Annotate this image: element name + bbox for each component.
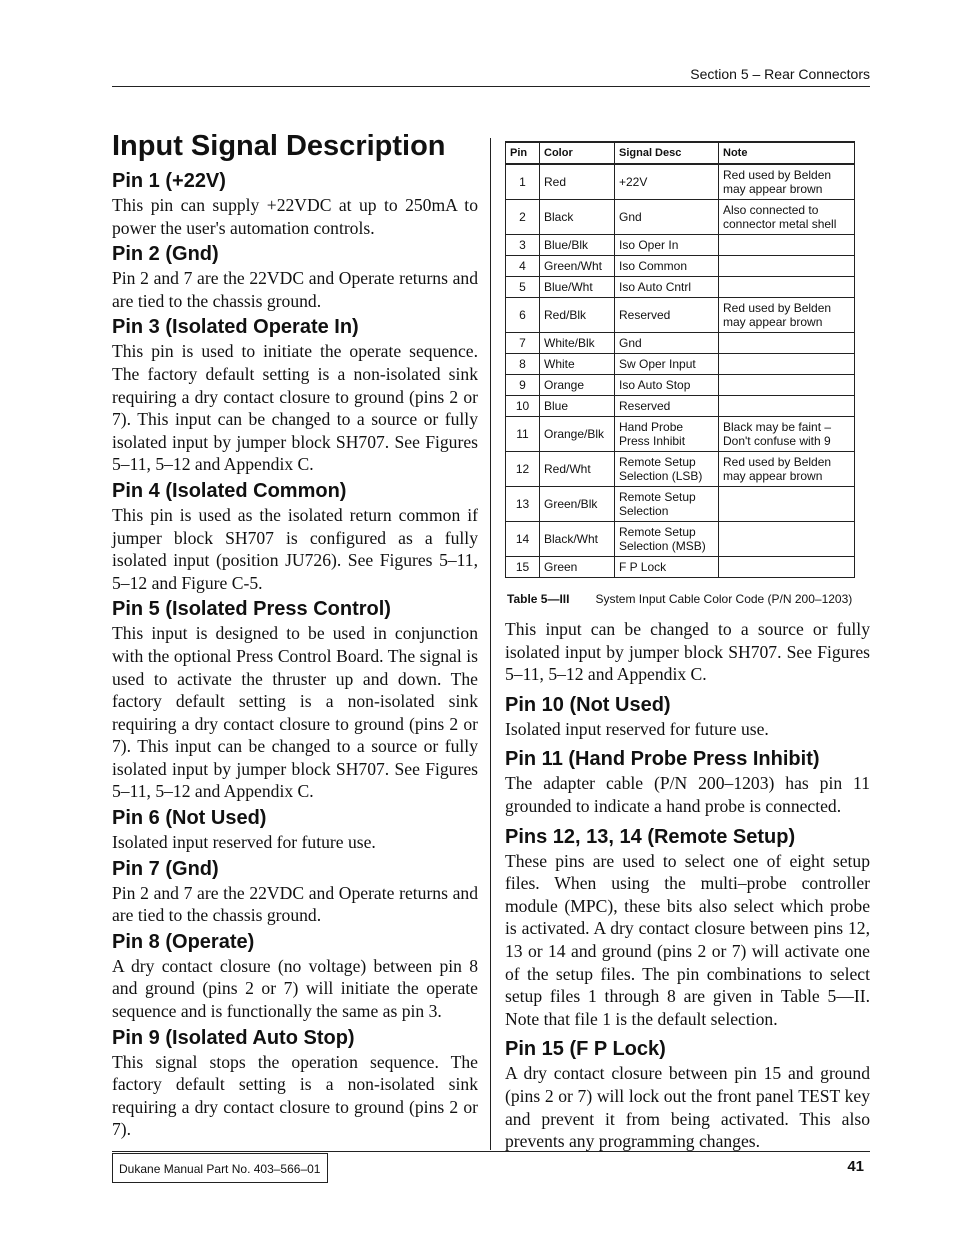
table-row: [506, 556, 855, 577]
table-row: [506, 395, 855, 416]
table-row: [506, 255, 855, 276]
cell-color: Green/Blk: [540, 486, 615, 521]
section-heading: Pin 1 (+22V): [112, 170, 226, 192]
column-divider: [490, 138, 491, 1150]
cell-note: [719, 556, 855, 577]
section-body: This input is designed to be used in conjunction with the optional Press Control Board. The signal is used to activate the thruster up and down. The factory default setting is a non-isolated sink requiring a dry contact closure to ground (pins 2 or 7). This input can be changed to a source or fully isolated input by jumper block SH707. See Figures 5–11, 5–12 and Appendix C.: [112, 623, 478, 802]
left-column: [112, 168, 478, 1143]
cell-pin: 8: [506, 353, 540, 374]
table-row: [506, 164, 855, 199]
cell-pin: 11: [506, 416, 540, 451]
cell-signal: Gnd: [615, 199, 719, 234]
section-heading: Pin 7 (Gnd): [112, 857, 219, 880]
section-heading: Pin 2 (Gnd): [112, 243, 219, 266]
cell-note: [719, 374, 855, 395]
cell-note: Black may be faint – Don't confuse with 9: [719, 416, 855, 451]
cell-color: Orange: [540, 374, 615, 395]
cell-signal: F P Lock: [615, 556, 719, 577]
col-header-note: Note: [719, 142, 855, 164]
col-header-pin: Pin: [506, 142, 540, 164]
cell-pin: 10: [506, 395, 540, 416]
section-body: The adapter cable (P/N 200–1203) has pin 11 grounded to indicate a hand probe is connected.: [505, 773, 870, 816]
table-row: [506, 297, 855, 332]
cell-note: Red used by Belden may appear brown: [719, 297, 855, 332]
section-body: A dry contact closure between pin 15 and ground (pins 2 or 7) will lock out the front panel TEST key and prevent it from being activated. This also prevents any programming changes.: [505, 1063, 870, 1152]
cell-color: Green: [540, 556, 615, 577]
cell-note: [719, 276, 855, 297]
table-caption-label: Table 5—III: [507, 592, 570, 606]
cell-signal: Iso Auto Cntrl: [615, 276, 719, 297]
cell-note: [719, 234, 855, 255]
section-heading: Pin 8 (Operate): [112, 930, 255, 953]
section-body: This pin is used to initiate the operate sequence. The factory default setting is a non-isolated sink requiring a dry contact closure to ground (pins 2 or 7). This input can be changed to a source or fully isolated input by jumper block SH707. See Figures 5–11, 5–12 and Appendix C.: [112, 341, 478, 475]
section-body: Pin 2 and 7 are the 22VDC and Operate returns and are tied to the chassis ground.: [112, 268, 478, 311]
table-row: [506, 276, 855, 297]
cell-pin: 15: [506, 556, 540, 577]
cell-note: [719, 353, 855, 374]
cell-signal: +22V: [615, 164, 719, 199]
cell-color: White/Blk: [540, 332, 615, 353]
table-row: [506, 353, 855, 374]
footer-rule: [112, 1151, 870, 1152]
cell-note: Also connected to connector metal shell: [719, 199, 855, 234]
table-caption-text: System Input Cable Color Code (P/N 200–1203): [595, 592, 853, 606]
cell-pin: 3: [506, 234, 540, 255]
section-heading: Pins 12, 13, 14 (Remote Setup): [505, 825, 796, 848]
cell-color: Blue/Blk: [540, 234, 615, 255]
table-row: [506, 199, 855, 234]
cell-color: Black: [540, 199, 615, 234]
cell-color: Red: [540, 164, 615, 199]
running-header: Section 5 – Rear Connectors: [690, 66, 870, 82]
col-header-color: Color: [540, 142, 615, 164]
header-rule: [112, 86, 870, 87]
section-body: This pin is used as the isolated return common if jumper block SH707 is configured as a fully isolated input (position JU726). See Figures 5–11, 5–12 and Figure C-5.: [112, 504, 478, 593]
section-body: These pins are used to select one of eight setup files. When using the multi–probe controller module (MPC), these bits also select which probe is activated. A dry contact closure between pins 12, 13 or 14 and ground (pins 2 or 7) will activate one of the setup files. The pin combinations to select setup files 1 through 8 are given in Table 5—II. Note that file 1 is the default selection.: [505, 850, 870, 1029]
cell-pin: 4: [506, 255, 540, 276]
footer-manual-part: Dukane Manual Part No. 403–566–01: [112, 1153, 328, 1183]
cell-color: White: [540, 353, 615, 374]
page-title: Input Signal Description: [112, 130, 446, 162]
right-intro-paragraph: This input can be changed to a source or fully isolated input by jumper block SH707. See Figures 5–11, 5–12 and Appendix C.: [505, 619, 870, 685]
cell-signal: Iso Oper In: [615, 234, 719, 255]
table-row: [506, 374, 855, 395]
cell-signal: Iso Common: [615, 255, 719, 276]
section-heading: Pin 4 (Isolated Common): [112, 479, 347, 502]
table-row: [506, 234, 855, 255]
cell-pin: 1: [506, 164, 540, 199]
table-row: [506, 521, 855, 556]
cell-pin: 5: [506, 276, 540, 297]
table-caption: [507, 592, 852, 606]
section-heading: Pin 6 (Not Used): [112, 807, 267, 830]
cell-pin: 14: [506, 521, 540, 556]
table-row: [506, 486, 855, 521]
cell-note: [719, 255, 855, 276]
cell-color: Blue/Wht: [540, 276, 615, 297]
cell-note: [719, 486, 855, 521]
cell-signal: Hand Probe Press Inhibit: [615, 416, 719, 451]
cell-note: [719, 332, 855, 353]
cell-color: Orange/Blk: [540, 416, 615, 451]
section-body: This signal stops the operation sequence. The factory default setting is a non-isolated sink requiring a dry contact closure to ground (pins 2 or 7).: [112, 1051, 478, 1140]
cell-signal: Remote Setup Selection: [615, 486, 719, 521]
table-header-row: [506, 142, 855, 164]
cell-color: Red/Wht: [540, 451, 615, 486]
cell-signal: Sw Oper Input: [615, 353, 719, 374]
section-body: Isolated input reserved for future use.: [505, 718, 769, 739]
cell-note: Red used by Belden may appear brown: [719, 451, 855, 486]
right-column: [505, 618, 870, 1155]
cell-signal: Reserved: [615, 395, 719, 416]
cell-pin: 12: [506, 451, 540, 486]
cell-color: Black/Wht: [540, 521, 615, 556]
section-body: Pin 2 and 7 are the 22VDC and Operate returns and are tied to the chassis ground.: [112, 882, 478, 926]
cell-note: [719, 521, 855, 556]
cell-note: Red used by Belden may appear brown: [719, 164, 855, 199]
cell-signal: Remote Setup Selection (LSB): [615, 451, 719, 486]
cell-color: Blue: [540, 395, 615, 416]
cell-pin: 13: [506, 486, 540, 521]
section-body: This pin can supply +22VDC at up to 250mA to power the user's automation controls.: [112, 195, 478, 238]
cell-pin: 9: [506, 374, 540, 395]
cell-pin: 7: [506, 332, 540, 353]
cell-pin: 6: [506, 297, 540, 332]
section-heading: Pin 5 (Isolated Press Control): [112, 598, 391, 621]
cell-signal: Reserved: [615, 297, 719, 332]
section-heading: Pin 15 (F P Lock): [505, 1038, 666, 1061]
section-heading: Pin 3 (Isolated Operate In): [112, 316, 359, 339]
cell-note: [719, 395, 855, 416]
section-heading: Pin 11 (Hand Probe Press Inhibit): [505, 748, 820, 771]
section-body: Isolated input reserved for future use.: [112, 832, 376, 853]
cell-signal: Remote Setup Selection (MSB): [615, 521, 719, 556]
cell-color: Red/Blk: [540, 297, 615, 332]
pin-color-table: [505, 141, 855, 578]
table-row: [506, 451, 855, 486]
table-row: [506, 332, 855, 353]
col-header-signal: Signal Desc: [615, 142, 719, 164]
cell-signal: Gnd: [615, 332, 719, 353]
table-row: [506, 416, 855, 451]
section-body: A dry contact closure (no voltage) between pin 8 and ground (pins 2 or 7) will initiate the operate sequence and is functionally the same as pin 3.: [112, 955, 478, 1022]
cell-signal: Iso Auto Stop: [615, 374, 719, 395]
page-number: 41: [847, 1158, 864, 1175]
cell-color: Green/Wht: [540, 255, 615, 276]
section-heading: Pin 10 (Not Used): [505, 693, 671, 716]
cell-pin: 2: [506, 199, 540, 234]
section-heading: Pin 9 (Isolated Auto Stop): [112, 1026, 355, 1049]
